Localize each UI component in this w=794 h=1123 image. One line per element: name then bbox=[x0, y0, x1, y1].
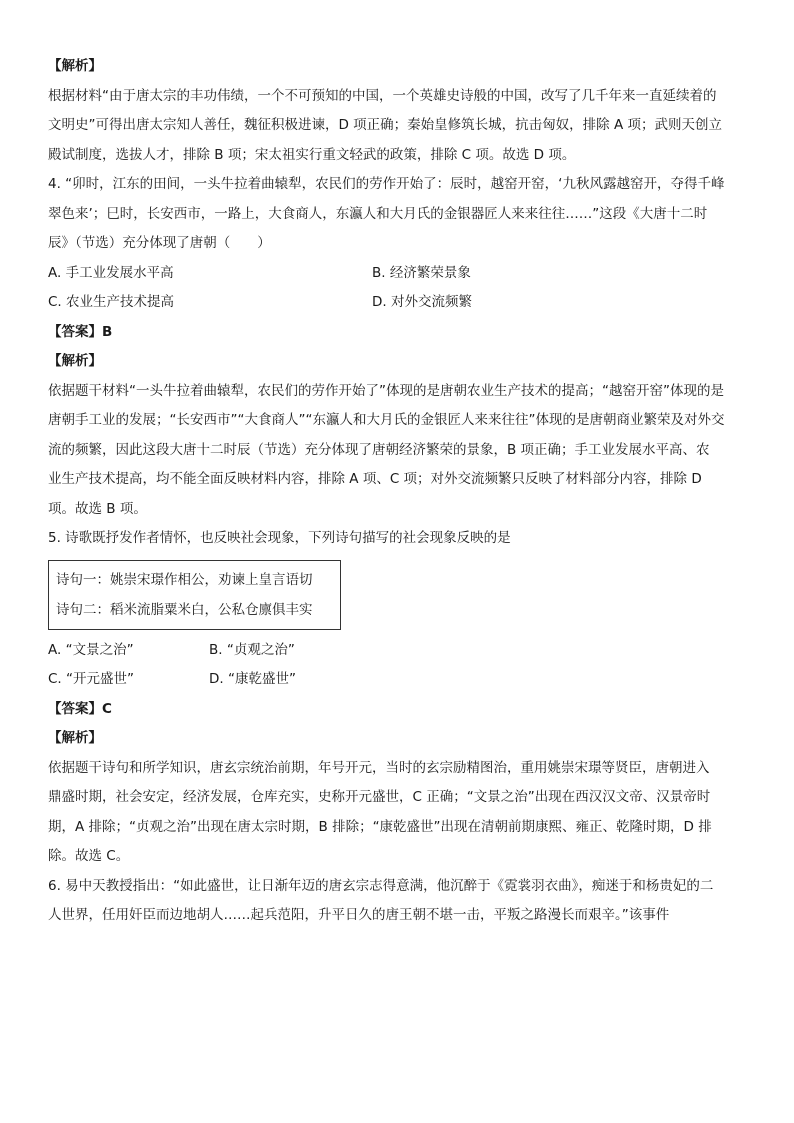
analysis-line: 文明史”可得出唐太宗知人善任，魏征积极进谏，D 项正确；秦始皇修筑长城，抗击匈奴，排除 A 项；武则天创立 bbox=[48, 117, 722, 133]
poem-line-1: 诗句一：姚崇宋璟作相公，劝谏上皇言语切 bbox=[56, 571, 313, 588]
question-4 bbox=[48, 170, 748, 524]
analysis-label: 【解析】 bbox=[48, 58, 102, 74]
question-5 bbox=[48, 524, 748, 872]
analysis-line: 鼎盛时期，社会安定，经济发展，仓库充实，史称开元盛世，C 正确；“文景之治”出现在西汉汉文帝、汉景帝时 bbox=[48, 789, 711, 805]
analysis-line: 根据材料“由于唐太宗的丰功伟绩，一个不可预知的中国，一个英雄史诗般的中国，改写了几千年来一直延续着的 bbox=[48, 87, 717, 104]
options-row bbox=[48, 288, 748, 318]
question-stem: 人世界，任用奸臣而边地胡人……起兵范阳，升平日久的唐王朝不堪一击，平叛之路漫长而艰辛。”该事件 bbox=[48, 907, 670, 923]
document-page bbox=[48, 52, 748, 931]
option-d: D. “康乾盛世” bbox=[209, 671, 296, 687]
options-row bbox=[48, 259, 748, 289]
analysis-line: 唐朝手工业的发展；“长安西市”“大食商人”“东瀛人和大月氏的金银匠人来来往往”体现的是唐朝商业繁荣及对外交 bbox=[48, 412, 725, 428]
question-stem: 辰》（节选）充分体现了唐朝（ ） bbox=[48, 235, 271, 251]
analysis-line: 期，A 排除；“贞观之治”出现在唐太宗时期，B 排除；“康乾盛世”出现在清朝前期康熙、雍正、乾隆时期，D 排 bbox=[48, 818, 712, 835]
question-stem: 5. 诗歌既抒发作者情怀，也反映社会现象，下列诗句描写的社会现象反映的是 bbox=[48, 530, 511, 546]
analysis-line: 流的频繁，因此这段大唐十二时辰（节选）充分体现了唐朝经济繁荣的景象，B 项正确；手工业发展水平高、农 bbox=[48, 441, 710, 458]
option-d: D. 对外交流频繁 bbox=[372, 294, 472, 310]
analysis-line: 除。故选 C。 bbox=[48, 848, 130, 864]
question-stem: 6. 易中天教授指出：“如此盛世，让日渐年迈的唐玄宗志得意满，他沉醉于《霓裳羽衣曲》，痴迷于和杨贵妃的二 bbox=[48, 877, 714, 894]
analysis-line: 依据题干诗句和所学知识，唐玄宗统治前期，年号开元，当时的玄宗励精图治，重用姚崇宋璟等贤臣，唐朝进入 bbox=[48, 759, 710, 776]
answer-label: 【答案】B bbox=[48, 323, 113, 340]
question-6 bbox=[48, 872, 748, 931]
option-b: B. 经济繁荣景象 bbox=[372, 264, 471, 281]
options-row bbox=[48, 636, 748, 666]
analysis-line: 项。故选 B 项。 bbox=[48, 500, 147, 517]
q3-analysis bbox=[48, 52, 748, 170]
analysis-line: 依据题干材料“一头牛拉着曲辕犁，农民们的劳作开始了”体现的是唐朝农业生产技术的提高；“越窑开窑”体现的是 bbox=[48, 382, 724, 399]
poem-line-2: 诗句二：稻米流脂粟米白，公私仓廪俱丰实 bbox=[56, 601, 313, 618]
option-a: A. “文景之治” bbox=[48, 641, 134, 658]
analysis-line: 殿试制度，选拔人才，排除 B 项；宋太祖实行重文轻武的政策，排除 C 项。故选 D 项。 bbox=[48, 146, 576, 163]
option-c: C. “开元盛世” bbox=[48, 671, 134, 687]
options-row bbox=[48, 665, 748, 695]
answer-label: 【答案】C bbox=[48, 700, 112, 717]
option-c: C. 农业生产技术提高 bbox=[48, 294, 175, 310]
question-stem: 4. “卯时，江东的田间，一头牛拉着曲辕犁，农民们的劳作开始了：辰时，越窑开窑，‘九秋风露越窑开，夺得千峰 bbox=[48, 176, 725, 192]
option-a: A. 手工业发展水平高 bbox=[48, 264, 174, 281]
analysis-label: 【解析】 bbox=[48, 730, 102, 746]
option-b: B. “贞观之治” bbox=[209, 641, 295, 658]
question-stem: 翠色来’；巳时，长安西市，一路上，大食商人，东瀛人和大月氏的金银器匠人来来往往……”这段《大唐十二时 bbox=[48, 205, 708, 222]
analysis-line: 业生产技术提高，均不能全面反映材料内容，排除 A 项、C 项；对外交流频繁只反映了材料部分内容，排除 D bbox=[48, 471, 702, 487]
analysis-label: 【解析】 bbox=[48, 353, 102, 369]
poem-box bbox=[48, 560, 341, 630]
